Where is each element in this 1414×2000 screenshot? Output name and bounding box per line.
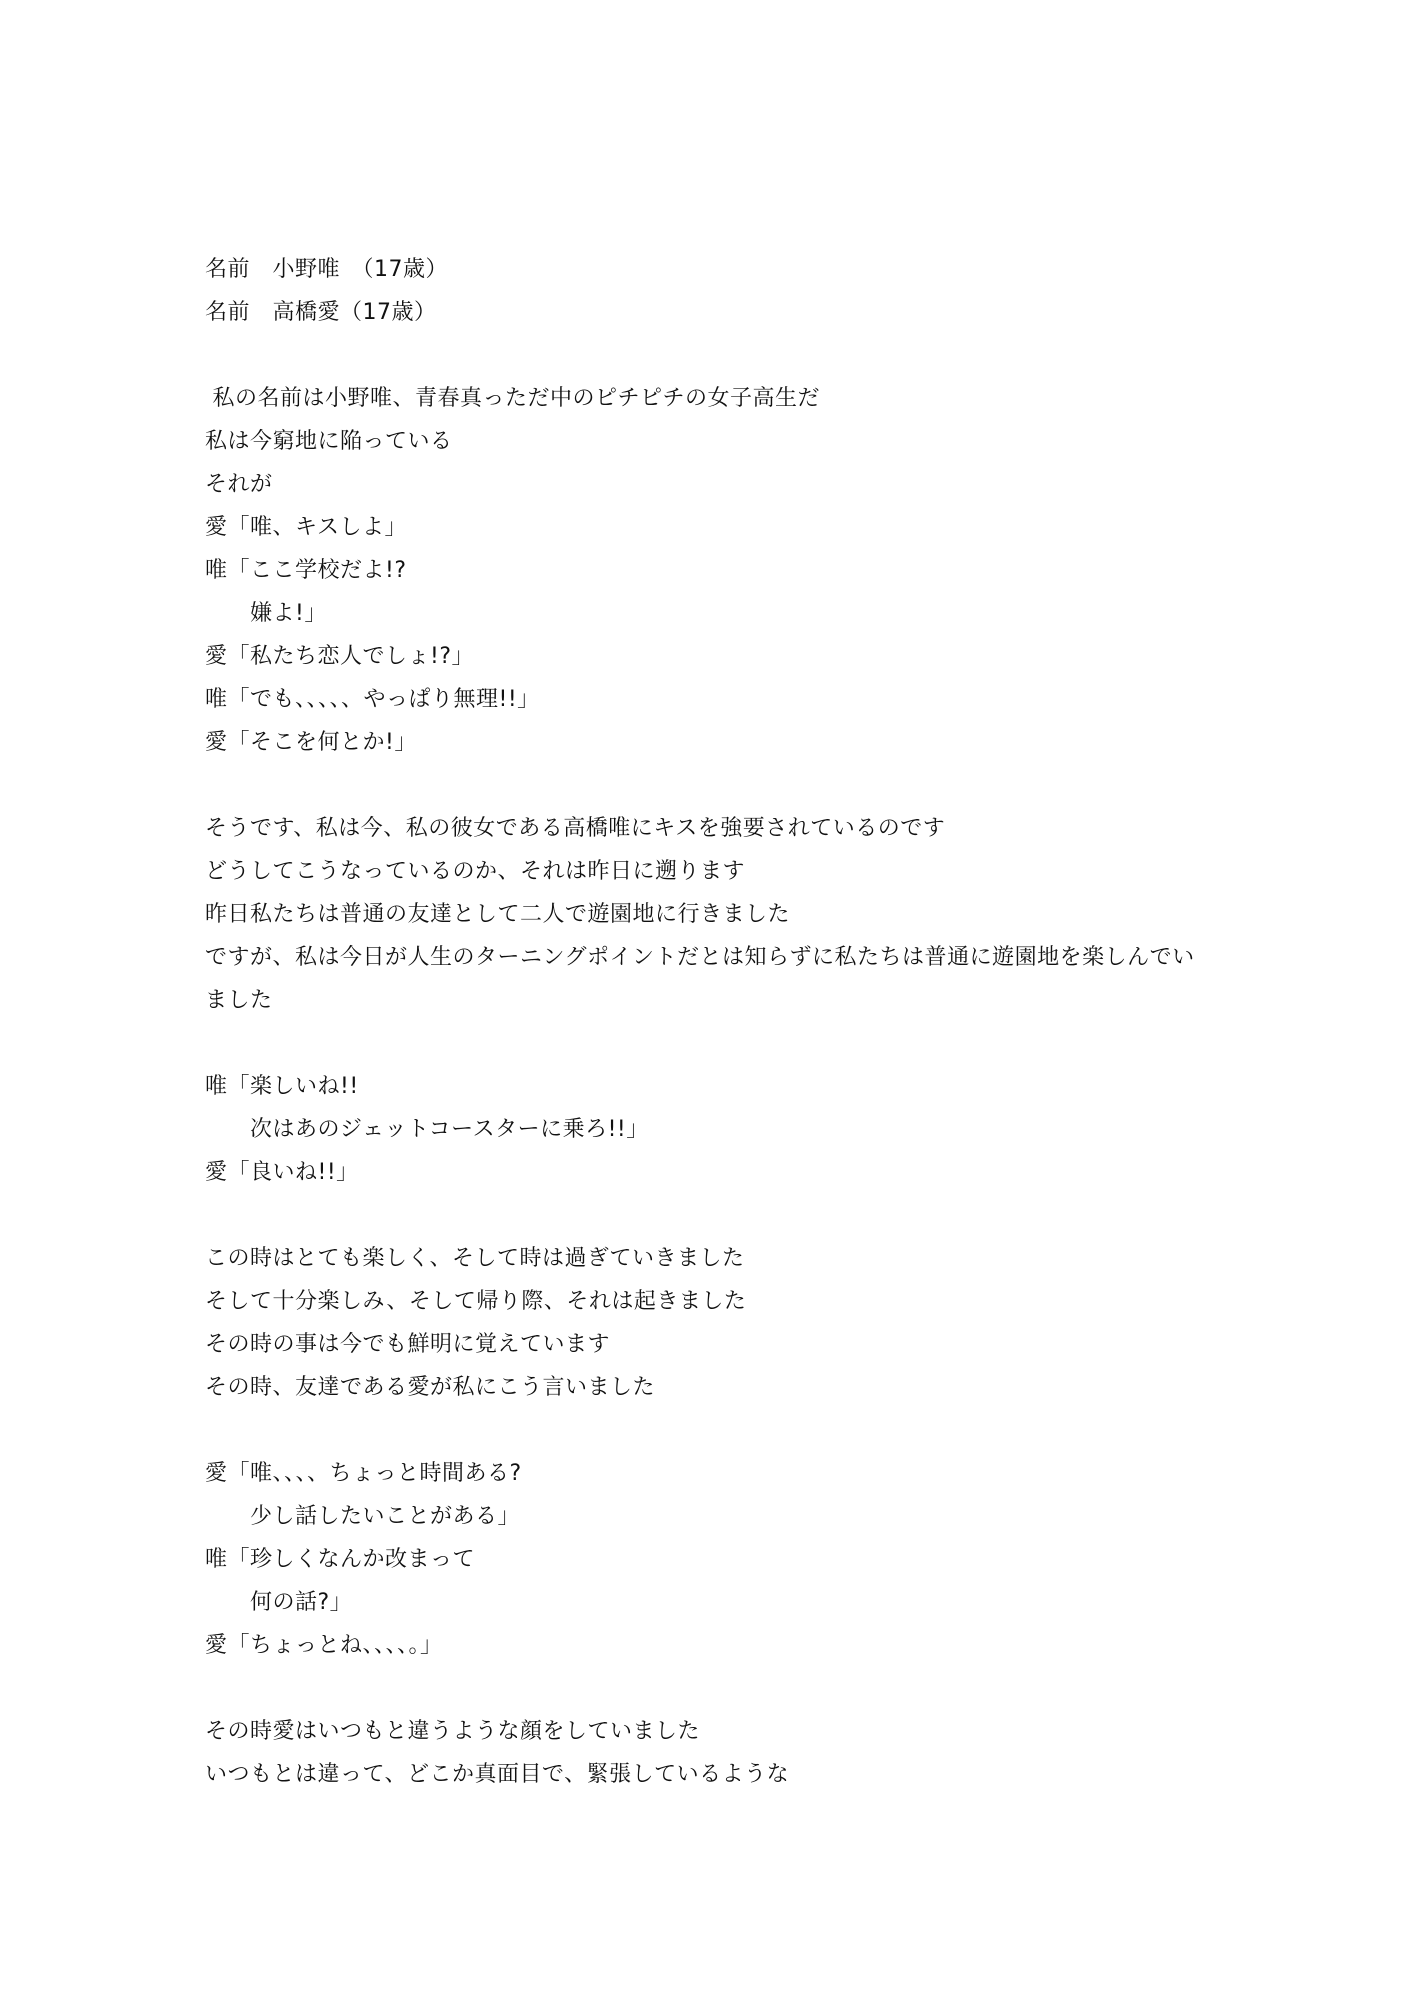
blank-line xyxy=(205,764,1265,807)
text-line: 愛「私たち恋人でしょ!?」 xyxy=(205,644,474,669)
text-line: 少し話したいことがある」 xyxy=(205,1504,521,1529)
text-line: 昨日私たちは普通の友達として二人で遊園地に行きました xyxy=(205,902,791,927)
text-line: 愛「良いね!!」 xyxy=(205,1160,359,1185)
text-line: 唯「でも、、、、、やっぱり無理!!」 xyxy=(205,687,540,712)
text-line: その時、友達である愛が私にこう言いました xyxy=(205,1375,656,1400)
text-line: いつもとは違って、どこか真面目で、緊張しているような xyxy=(205,1762,790,1787)
blank-line xyxy=(205,1022,1265,1065)
text-line: 私は今窮地に陥っている xyxy=(205,429,453,454)
text-line: その時愛はいつもと違うような顔をしていました xyxy=(205,1719,701,1744)
text-line: 名前 小野唯 （17歳） xyxy=(205,257,448,282)
text-line: ました xyxy=(205,988,273,1013)
blank-line xyxy=(205,1194,1265,1237)
text-line: 次はあのジェットコースターに乗ろ!!」 xyxy=(205,1117,649,1142)
text-line: 愛「唯、キスしよ」 xyxy=(205,515,408,540)
blank-line xyxy=(205,334,1265,377)
text-line: 嫌よ!」 xyxy=(205,601,327,626)
document-body xyxy=(205,248,1265,1796)
blank-line xyxy=(205,1667,1265,1710)
text-line: 名前 高橋愛（17歳） xyxy=(205,300,437,325)
text-line: 愛「唯、、、、ちょっと時間ある? xyxy=(205,1461,522,1486)
text-line: 何の話?」 xyxy=(205,1590,353,1615)
text-line: ですが、私は今日が人生のターニングポイントだとは知らずに私たちは普通に遊園地を楽しんでい xyxy=(205,945,1195,970)
text-line: どうしてこうなっているのか、それは昨日に遡ります xyxy=(205,859,746,884)
text-line: それが xyxy=(205,472,273,497)
text-line: 愛「そこを何とか!」 xyxy=(205,730,417,755)
text-line: その時の事は今でも鮮明に覚えています xyxy=(205,1332,611,1357)
text-line: この時はとても楽しく、そして時は過ぎていきました xyxy=(205,1246,745,1271)
text-line: 唯「珍しくなんか改まって xyxy=(205,1547,476,1572)
text-line: そして十分楽しみ、そして帰り際、それは起きました xyxy=(205,1289,747,1314)
text-line: そうです、私は今、私の彼女である高橋唯にキスを強要されているのです xyxy=(205,816,946,841)
blank-line xyxy=(205,1409,1265,1452)
text-line: 唯「楽しいね!! xyxy=(205,1074,359,1099)
text-line: 私の名前は小野唯、青春真っただ中のピチピチの女子高生だ xyxy=(205,386,820,411)
text-line: 愛「ちょっとね、、、、。」 xyxy=(205,1633,443,1658)
text-line: 唯「ここ学校だよ!? xyxy=(205,558,407,583)
